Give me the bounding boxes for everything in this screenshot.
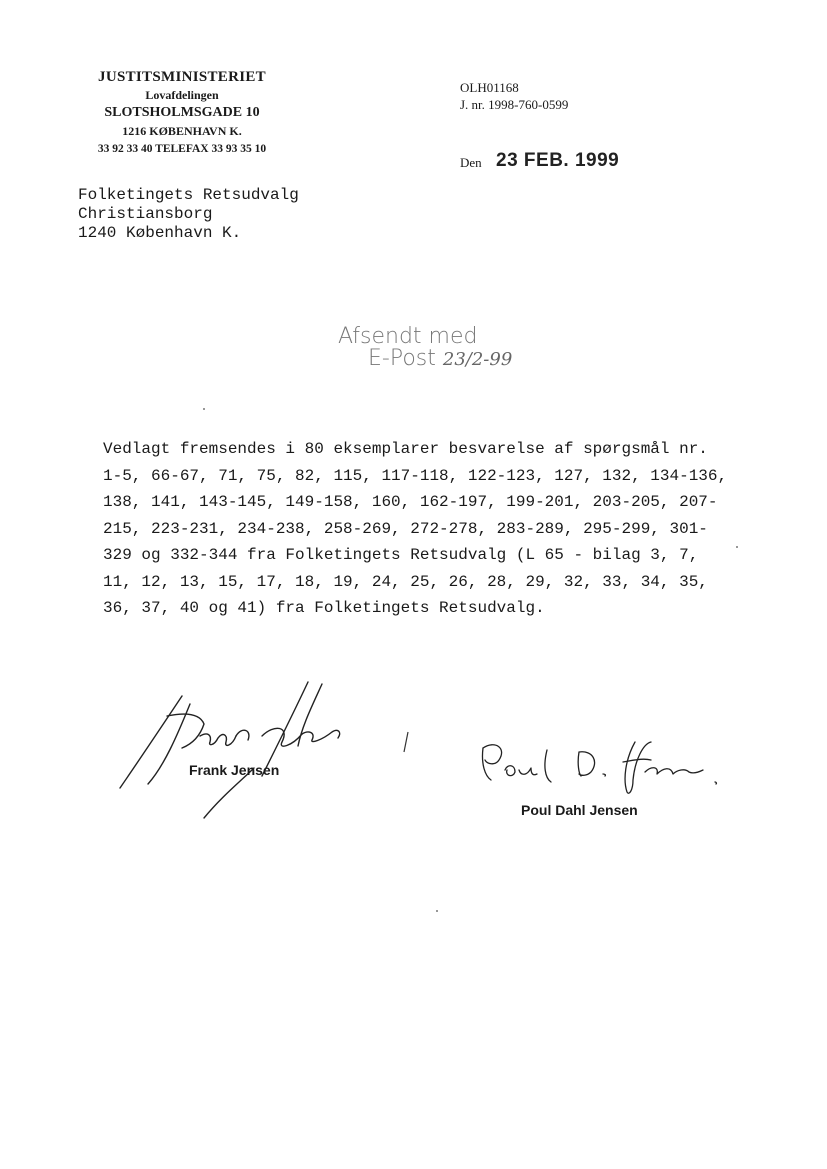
date-stamp: 23 FEB. 1999 — [496, 150, 620, 171]
body-line: 11, 12, 13, 15, 17, 18, 19, 24, 25, 26, 28, 29, 32, 33, 34, 35, — [103, 572, 708, 591]
sent-stamp-line2: E-Post — [368, 346, 436, 371]
reference-block — [460, 79, 568, 113]
recipient-address — [78, 186, 299, 243]
department-name: Lovafdelingen — [145, 88, 219, 102]
signature-poul-dahl-jensen — [475, 730, 725, 800]
signatory-name-right: Poul Dahl Jensen — [521, 802, 638, 818]
phone-fax: 33 92 33 40 TELEFAX 33 93 35 10 — [97, 143, 267, 155]
scan-speck — [736, 546, 738, 548]
city-address: 1216 KØBENHAVN K. — [122, 124, 242, 138]
recipient-line: Christiansborg — [78, 205, 213, 223]
signature-frank-jensen — [112, 676, 352, 826]
journal-number: J. nr. 1998-760-0599 — [460, 97, 569, 112]
date-label: Den — [460, 155, 482, 170]
sent-stamp — [338, 326, 512, 371]
sent-stamp-line1: Afsendt med — [338, 324, 478, 349]
body-text — [103, 436, 803, 622]
signatory-name-left: Frank Jensen — [189, 762, 280, 778]
street-address: SLOTSHOLMSGADE 10 — [104, 105, 260, 120]
letterhead — [72, 68, 292, 158]
body-line: 329 og 332-344 fra Folketingets Retsudvalg (L 65 - bilag 3, 7, — [103, 546, 699, 564]
body-line: 1-5, 66-67, 71, 75, 82, 115, 117-118, 122-123, 127, 132, 134-136, — [103, 466, 728, 485]
body-line: 36, 37, 40 og 41) fra Folketingets Retsudvalg. — [103, 599, 545, 617]
sent-stamp-date: 23/2-99 — [442, 349, 513, 370]
ministry-name: JUSTITSMINISTERIET — [98, 69, 266, 85]
scan-speck — [203, 408, 205, 410]
reference-code: OLH01168 — [460, 80, 519, 95]
recipient-line: 1240 København K. — [78, 224, 242, 242]
pen-stroke-mark — [398, 728, 418, 758]
recipient-line: Folketingets Retsudvalg — [78, 186, 299, 204]
body-line: 215, 223-231, 234-238, 258-269, 272-278, 283-289, 295-299, 301- — [103, 519, 708, 538]
scan-speck — [436, 910, 438, 912]
body-line: 138, 141, 143-145, 149-158, 160, 162-197, 199-201, 203-205, 207- — [103, 493, 718, 511]
body-line: Vedlagt fremsendes i 80 eksemplarer besvarelse af spørgsmål nr. — [103, 440, 708, 458]
